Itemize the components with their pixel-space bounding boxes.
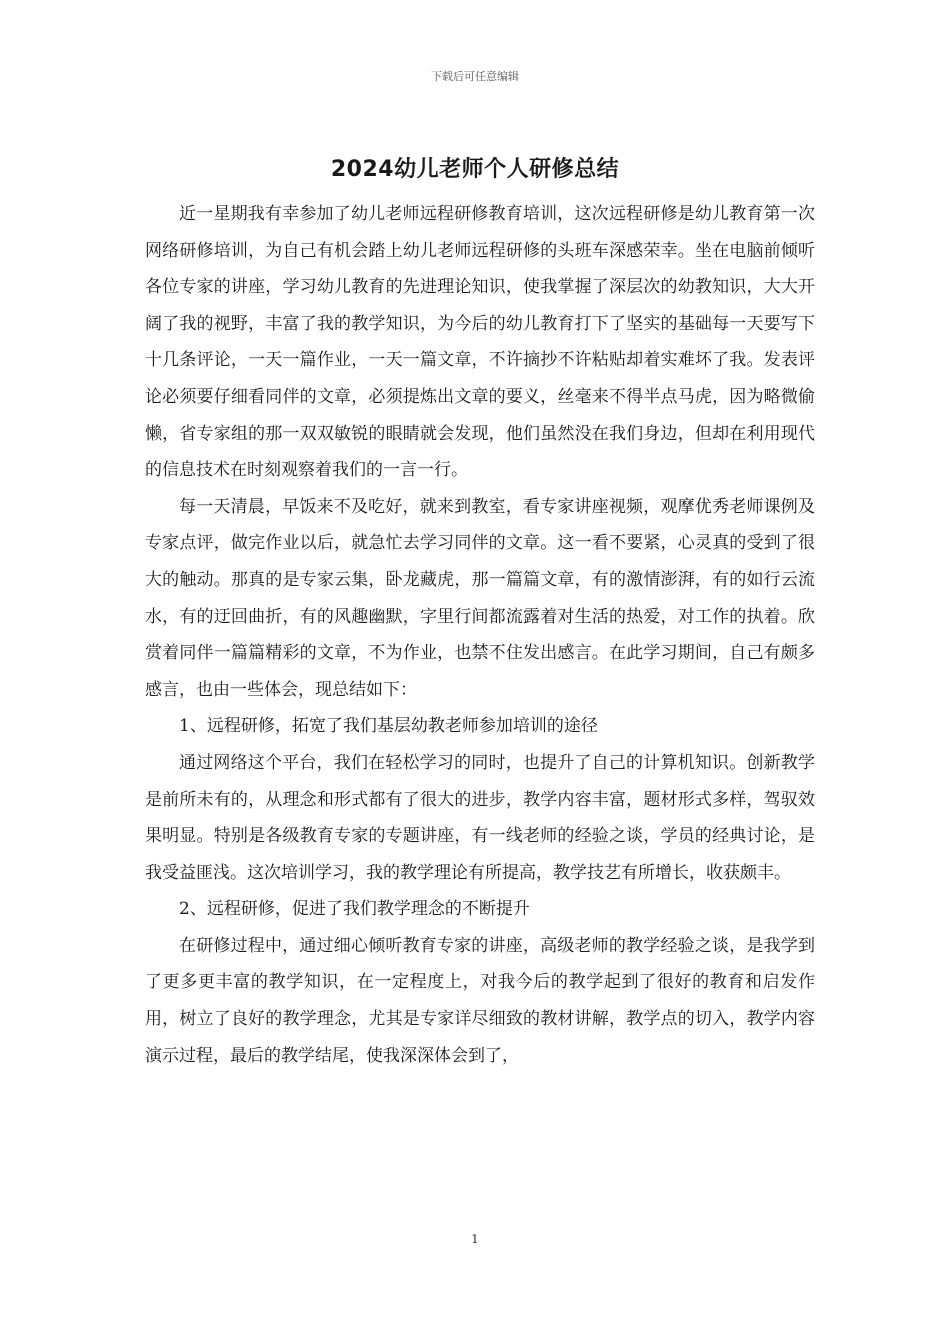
page-number: 1 (471, 1232, 479, 1246)
paragraph-daily-study: 每一天清晨，早饭来不及吃好，就来到教室，看专家讲座视频，观摩优秀老师课例及专家点评，做完作业以后，就急忙去学习同伴的文章。这一看不要紧，心灵真的受到了很大的触动。那真的是专家云集，卧龙藏虎，那一篇篇文章，有的激情澎湃，有的如行云流水，有的迂回曲折，有的风趣幽默，字里行间都流露着对生活的热爱，对工作的执着。欣赏着同伴一篇篇精彩的文章，不为作业，也禁不住发出感言。在此学习期间，自己有颇多感言，也由一些体会，现总结如下： (145, 496, 815, 700)
paragraph-intro: 近一星期我有幸参加了幼儿老师远程研修教育培训，这次远程研修是幼儿教育第一次网络研修培训，为自己有机会踏上幼儿老师远程研修的头班车深感荣幸。坐在电脑前倾听各位专家的讲座，学习幼儿教育的先进理论知识，使我掌握了深层次的幼教知识，大大开阔了我的视野，丰富了我的教学知识，为今后的幼儿教育打下了坚实的基础每一天要写下十几条评论，一天一篇作业，一天一篇文章，不许摘抄不许粘贴却着实难坏了我。发表评论必须要仔细看同伴的文章，必须提炼出文章的要义，丝毫来不得半点马虎，因为略微偷懒，省专家组的那一双双敏锐的眼睛就会发现，他们虽然没在我们身边，但却在利用现代的信息技术在时刻观察着我们的一言一行。 (145, 204, 815, 481)
paragraph-research-process: 在研修过程中，通过细心倾听教育专家的讲座，高级老师的教学经验之谈，是我学到了更多更丰富的教学知识，在一定程度上，对我今后的教学起到了很好的教育和启发作用，树立了良好的教学理念，尤其是专家详尽细致的教材讲解，教学点的切入，教学内容演示过程，最后的教学结尾，使我深深体会到了， (145, 935, 815, 1066)
header-note: 下载后可任意编辑 (431, 70, 519, 83)
section-heading-2: 2、远程研修，促进了我们教学理念的不断提升 (179, 899, 530, 920)
section-heading-1: 1、远程研修，拓宽了我们基层幼教老师参加培训的途径 (179, 716, 598, 737)
document-body (145, 196, 815, 1074)
document-title: 2024幼儿老师个人研修总结 (330, 157, 620, 182)
paragraph-network-platform: 通过网络这个平台，我们在轻松学习的同时，也提升了自己的计算机知识。创新教学是前所未有的，从理念和形式都有了很大的进步，教学内容丰富，题材形式多样，驾驭效果明显。特别是各级教育专家的专题讲座，有一线老师的经验之谈，学员的经典讨论，是我受益匪浅。这次培训学习，我的教学理论有所提高，教学技艺有所增长，收获颇丰。 (145, 752, 815, 883)
